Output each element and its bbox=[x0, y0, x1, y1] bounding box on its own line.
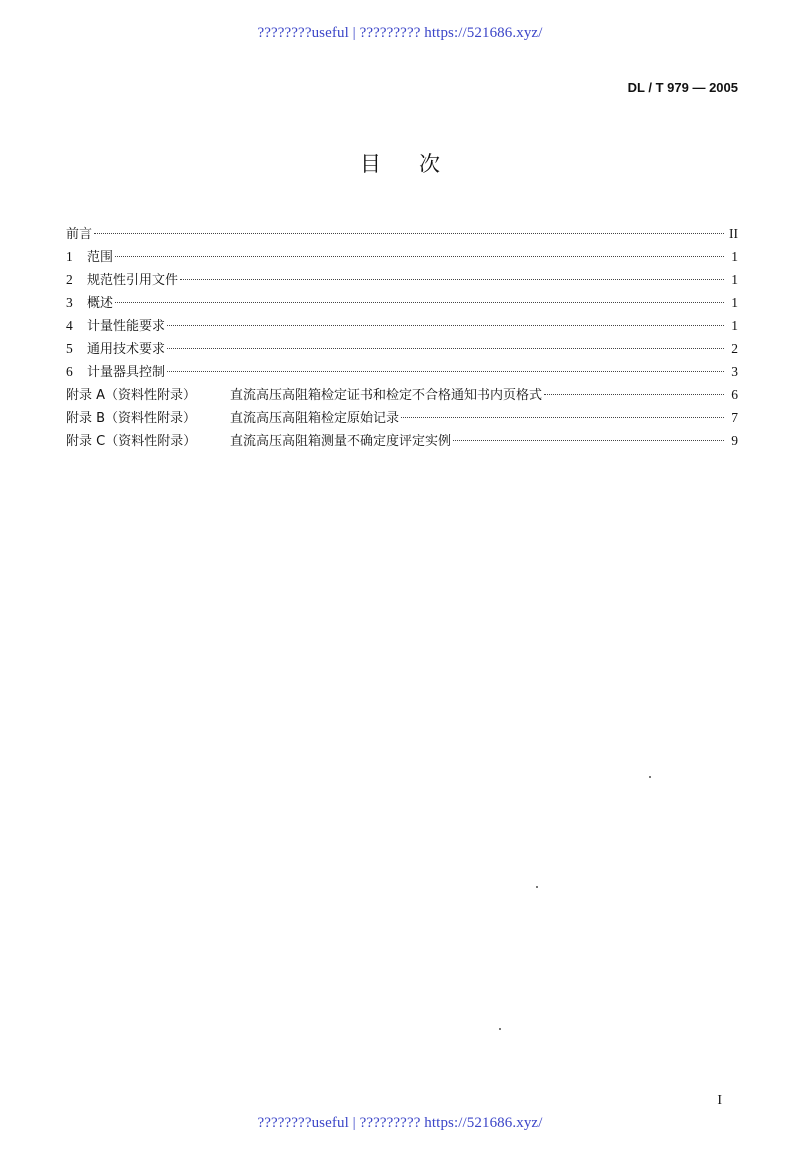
toc-entry-page: 6 bbox=[731, 387, 738, 402]
watermark-top: ????????useful | ????????? https://521686.xyz/ bbox=[257, 25, 543, 41]
watermark-bottom: ????????useful | ????????? https://521686.xyz/ bbox=[257, 1115, 543, 1131]
toc-appendix-prefix: 附录 C（资料性附录） bbox=[66, 434, 197, 449]
toc-entry-3[interactable] bbox=[66, 291, 738, 314]
toc-entry-label: 计量性能要求 bbox=[87, 319, 166, 334]
toc-appendix-prefix: 附录 B（资料性附录） bbox=[66, 411, 197, 426]
toc-leader-dots bbox=[544, 393, 724, 395]
scan-speck bbox=[649, 776, 651, 778]
toc-entry-page: 1 bbox=[731, 318, 738, 333]
toc-entry-label: 规范性引用文件 bbox=[87, 273, 179, 288]
toc-entry-page: 2 bbox=[731, 341, 738, 356]
toc-entry-label: 直流高压高阻箱检定证书和检定不合格通知书内页格式 bbox=[230, 388, 543, 403]
toc-entry-page: 7 bbox=[731, 410, 738, 425]
toc-leader-dots bbox=[180, 278, 724, 280]
toc-entry-4[interactable] bbox=[66, 314, 738, 337]
toc-entry-5[interactable] bbox=[66, 337, 738, 360]
toc-entry-appendix-b[interactable] bbox=[66, 406, 738, 429]
toc-entry-page: 3 bbox=[731, 364, 738, 379]
toc-leader-dots bbox=[167, 370, 724, 372]
toc-entry-label: 前言 bbox=[66, 227, 93, 242]
toc-entry-page: II bbox=[729, 226, 738, 241]
toc-entry-1[interactable] bbox=[66, 245, 738, 268]
toc-entry-2[interactable] bbox=[66, 268, 738, 291]
toc-entry-foreword[interactable] bbox=[66, 222, 738, 245]
toc-entry-number: 2 bbox=[66, 272, 73, 287]
toc-entry-label: 概述 bbox=[87, 296, 114, 311]
toc-entry-page: 1 bbox=[731, 295, 738, 310]
toc-leader-dots bbox=[401, 416, 724, 418]
toc-entry-label: 计量器具控制 bbox=[87, 365, 166, 380]
toc-entry-label: 直流高压高阻箱检定原始记录 bbox=[230, 411, 400, 426]
toc-leader-dots bbox=[167, 324, 724, 326]
toc-entry-appendix-a[interactable] bbox=[66, 383, 738, 406]
toc-entry-label: 范围 bbox=[87, 250, 114, 265]
page-number: I bbox=[717, 1093, 722, 1108]
scan-speck bbox=[536, 886, 538, 888]
toc-entry-page: 1 bbox=[731, 272, 738, 287]
toc-entry-appendix-c[interactable] bbox=[66, 429, 738, 452]
scan-speck bbox=[499, 1028, 501, 1030]
toc-entry-label: 通用技术要求 bbox=[87, 342, 166, 357]
toc-entry-page: 1 bbox=[731, 249, 738, 264]
toc-leader-dots bbox=[115, 255, 724, 257]
toc-entry-6[interactable] bbox=[66, 360, 738, 383]
toc-leader-dots bbox=[453, 439, 724, 441]
toc-entry-number: 6 bbox=[66, 364, 73, 379]
toc-entry-number: 4 bbox=[66, 318, 73, 333]
toc-leader-dots bbox=[115, 301, 724, 303]
document-code: DL / T 979 — 2005 bbox=[627, 80, 738, 95]
toc-entry-number: 3 bbox=[66, 295, 73, 310]
toc-appendix-prefix: 附录 A（资料性附录） bbox=[66, 388, 197, 403]
toc-entry-number: 5 bbox=[66, 341, 73, 356]
toc-entry-page: 9 bbox=[731, 433, 738, 448]
table-of-contents bbox=[66, 222, 738, 452]
toc-leader-dots bbox=[94, 232, 724, 234]
toc-entry-number: 1 bbox=[66, 249, 73, 264]
page-title: 目次 bbox=[360, 152, 478, 176]
toc-leader-dots bbox=[167, 347, 724, 349]
toc-entry-label: 直流高压高阻箱测量不确定度评定实例 bbox=[230, 434, 452, 449]
